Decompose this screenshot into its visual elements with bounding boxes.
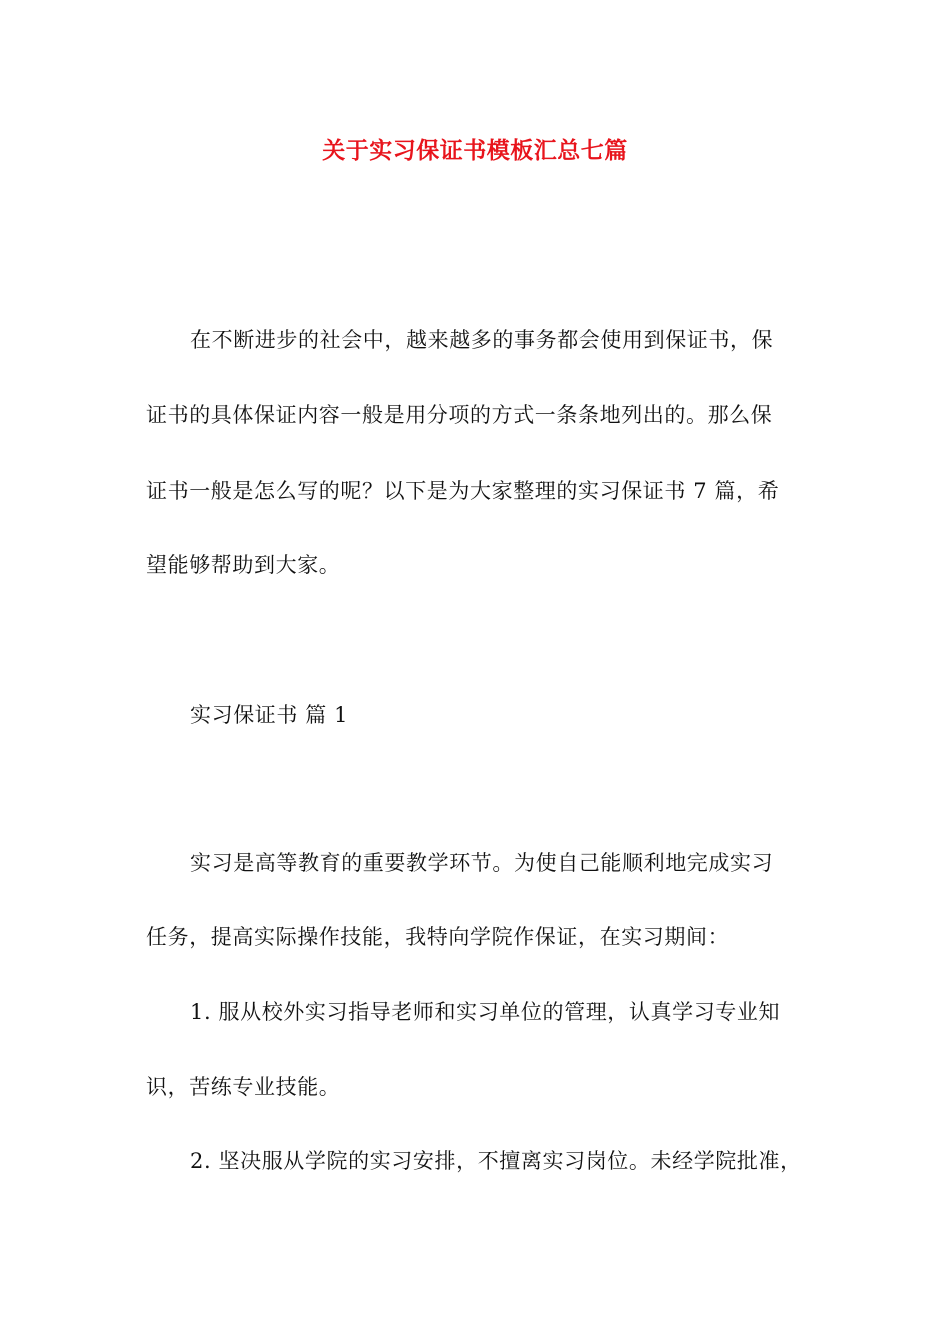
section-heading: 实习保证书 篇 1 [190,703,349,727]
intro-line-3: 证书一般是怎么写的呢？以下是为大家整理的实习保证书 7 篇，希 [146,479,780,503]
intro-line-1: 在不断进步的社会中，越来越多的事务都会使用到保证书，保 [190,328,774,352]
item-1-line-2: 识，苦练专业技能。 [146,1075,341,1099]
document-title: 关于实习保证书模板汇总七篇 [322,137,628,164]
body-line-1: 实习是高等教育的重要教学环节。为使自己能顺利地完成实习 [190,851,774,875]
item-2-line-1: 2. 坚决服从学院的实习安排，不擅离实习岗位。未经学院批准， [190,1149,802,1173]
item-1-line-1: 1. 服从校外实习指导老师和实习单位的管理，认真学习专业知 [190,1000,781,1024]
body-line-2: 任务，提高实际操作技能，我特向学院作保证，在实习期间： [146,925,730,949]
intro-line-4: 望能够帮助到大家。 [146,553,341,577]
intro-line-2: 证书的具体保证内容一般是用分项的方式一条条地列出的。那么保 [146,403,773,427]
